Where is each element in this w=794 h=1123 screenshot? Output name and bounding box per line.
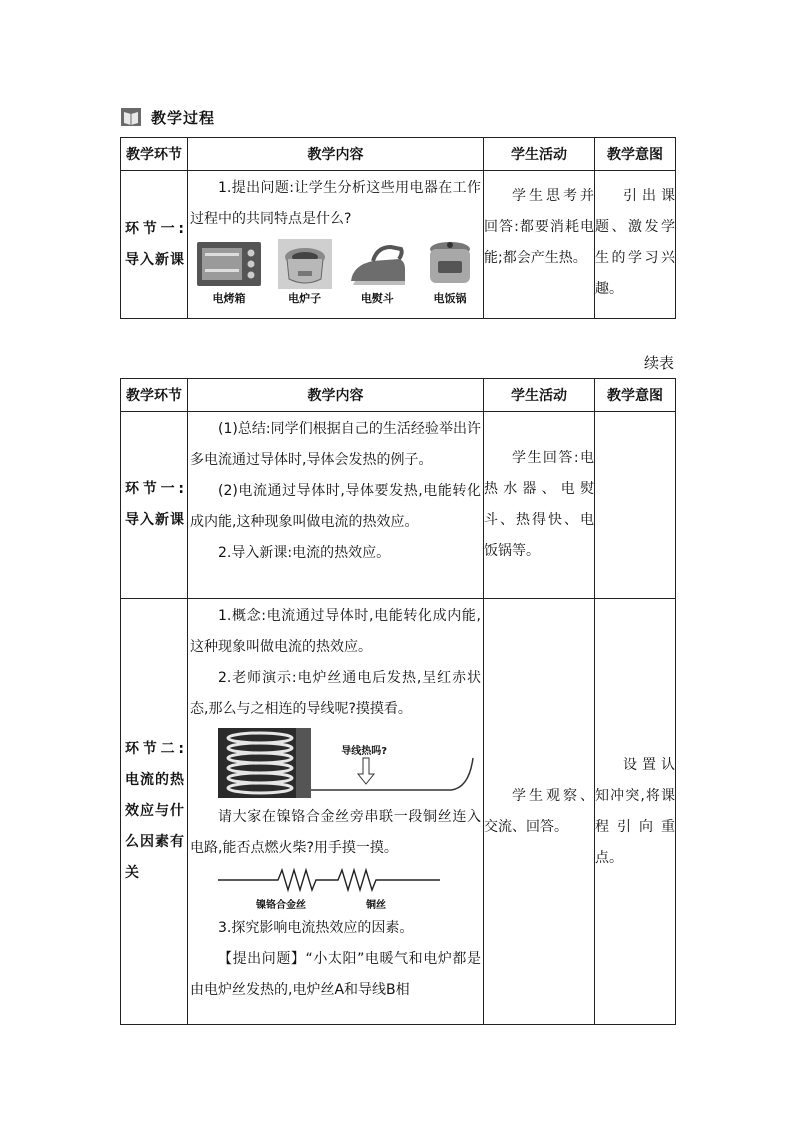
oven-icon [196,239,262,289]
intent-text: 设置认知冲突,将课程引向重点。 [595,756,675,866]
header-content: 教学内容 [188,138,484,171]
content-paragraph: 1.提出问题:让学生分析这些用电器在工作过程中的共同特点是什么? [190,180,481,227]
appliance-stove [278,239,332,306]
header-content: 教学内容 [188,379,484,412]
header-activity: 学生活动 [484,138,595,171]
stage-cell: 环节二:电流的热效应与什么因素有关 [121,599,188,1025]
coil-icon [218,728,311,798]
circuit-figure [188,864,483,913]
content-paragraph: 【提出问题】“小太阳”电暖气和电炉都是由电炉丝发热的,电炉丝A和导线B相 [190,951,481,998]
intent-cell [595,171,676,319]
appliance-oven [196,239,262,306]
content-paragraph: 3.探究影响电流热效应的因素。 [218,920,414,936]
section-header [121,104,215,130]
appliance-label: 电烤箱 [212,292,246,305]
activity-text: 学生观察、交流、回答。 [484,787,594,835]
intent-text: 引出课题、激发学生的学习兴趣。 [595,188,675,297]
header-stage: 教学环节 [121,138,188,171]
lesson-table-1 [120,137,676,319]
table-row [121,412,676,599]
content-cell [188,599,484,1025]
stove-icon [278,239,332,289]
activity-text: 学生思考并回答:都要消耗电能;都会产生热。 [484,188,594,266]
resistor-circuit-icon [218,866,448,894]
header-activity: 学生活动 [484,379,595,412]
heating-coil-photo [218,728,311,798]
section-title: 教学过程 [151,108,216,127]
activity-cell [484,599,595,1025]
content-paragraph: (1)总结:同学们根据自己的生活经验举出许多电流通过导体时,导体会发热的例子。 [190,421,481,468]
appliance-figure [188,235,483,310]
figure-question: 导线热吗? [341,746,388,757]
content-paragraph: 2.老师演示:电炉丝通电后发热,呈红赤状态,那么与之相连的导线呢?摸摸看。 [190,670,481,717]
appliance-label: 电炉子 [288,292,322,305]
header-stage: 教学环节 [121,379,188,412]
book-icon [121,108,141,126]
activity-cell [484,171,595,319]
content-cell [188,171,484,319]
iron-icon [347,239,407,289]
table-row [121,171,676,319]
appliance-iron [347,239,407,306]
table-header-row [121,379,676,412]
table-row [121,599,676,1025]
content-paragraph: 1.概念:电流通过导体时,电能转化成内能,这种现象叫做电流的热效应。 [190,608,481,655]
circuit-labels [218,896,483,911]
content-paragraph: (2)电流通过导体时,导体要发热,电能转化成内能,这种现象叫做电流的热效应。 [190,483,481,530]
appliance-label: 电饭锅 [433,292,467,305]
activity-cell [484,412,595,599]
appliance-label: 电熨斗 [360,292,394,305]
content-paragraph: 2.导入新课:电流的热效应。 [218,545,391,561]
header-intent: 教学意图 [595,379,676,412]
content-cell [188,412,484,599]
demo-figure [188,725,483,802]
appliance-rice-cooker [423,239,477,306]
stage-cell: 环节一:导入新课 [121,412,188,599]
continued-label: 续表 [643,354,674,372]
rice-cooker-icon [423,239,477,289]
circuit-label-copper: 铜丝 [366,900,386,911]
lesson-table-2 [120,378,676,1025]
header-intent: 教学意图 [595,138,676,171]
table-header-row [121,138,676,171]
circuit-label-nichrome: 镍铬合金丝 [256,900,306,911]
wire-figure [311,728,483,798]
content-paragraph: 请大家在镍铬合金丝旁串联一段铜丝连入电路,能否点燃火柴?用手摸一摸。 [190,809,481,856]
intent-cell [595,599,676,1025]
stage-cell: 环节一:导入新课 [121,171,188,319]
intent-cell [595,412,676,599]
wire-diagram-icon [311,728,486,798]
activity-text: 学生回答:电热水器、电熨斗、热得快、电饭锅等。 [484,450,594,559]
